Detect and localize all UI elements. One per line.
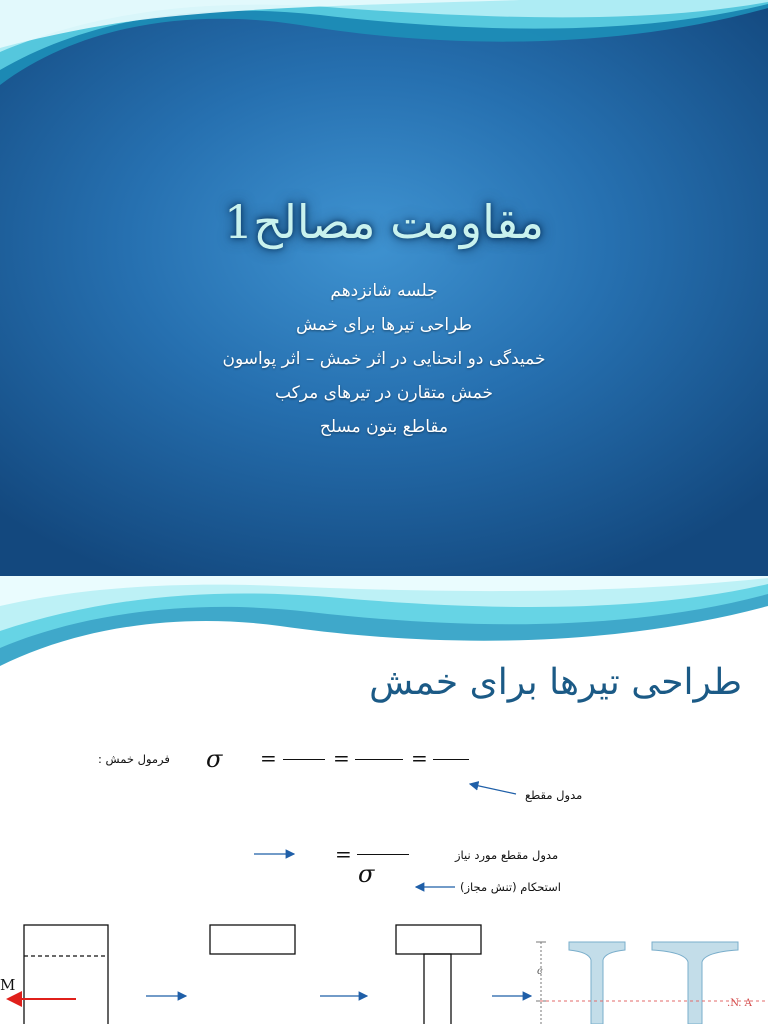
arrow-to-section-modulus	[470, 784, 516, 794]
i-beam-profile	[652, 942, 738, 1024]
slide-title: مقاومت مصالح1	[223, 195, 545, 249]
strength-label: استحکام (تنش مجاز)	[460, 880, 561, 894]
equals-sign: =	[335, 842, 352, 866]
beam-side-view	[24, 925, 108, 1024]
sigma-symbol: σ	[206, 745, 223, 773]
subtitle-line: مقاطع بتون مسلح	[319, 417, 449, 437]
equals-sign: =	[333, 746, 350, 770]
equals-sign: =	[411, 746, 428, 770]
c-label: c	[537, 966, 543, 977]
subtitle-line: خمیدگی دو انحنایی در اثر خمش – اثر پواسون	[222, 349, 546, 369]
subtitle-list	[0, 274, 768, 444]
slide-title: طراحی تیرها برای خمش	[369, 662, 742, 703]
decorative-wave	[0, 0, 768, 110]
flat-section	[210, 925, 295, 954]
required-modulus-label: مدول مقطع مورد نیاز	[455, 848, 559, 862]
tee-web	[424, 954, 451, 1024]
equals-sign: =	[260, 746, 277, 770]
section-modulus-label: مدول مقطع	[525, 788, 583, 802]
neutral-axis-label: N. A.	[727, 998, 752, 1009]
formula-label: فرمول خمش :	[98, 752, 170, 766]
diagram-canvas	[0, 576, 768, 1024]
subtitle-line: جلسه شانزدهم	[330, 281, 438, 301]
subtitle-line: خمش متقارن در تیرهای مرکب	[274, 383, 494, 403]
moment-label: M	[0, 976, 16, 994]
i-beam-profile	[569, 942, 625, 1024]
content-slide	[0, 576, 768, 1024]
subtitle-line: طراحی تیرها برای خمش	[295, 315, 473, 335]
sigma-symbol: σ	[358, 860, 375, 888]
tee-flange	[396, 925, 481, 954]
